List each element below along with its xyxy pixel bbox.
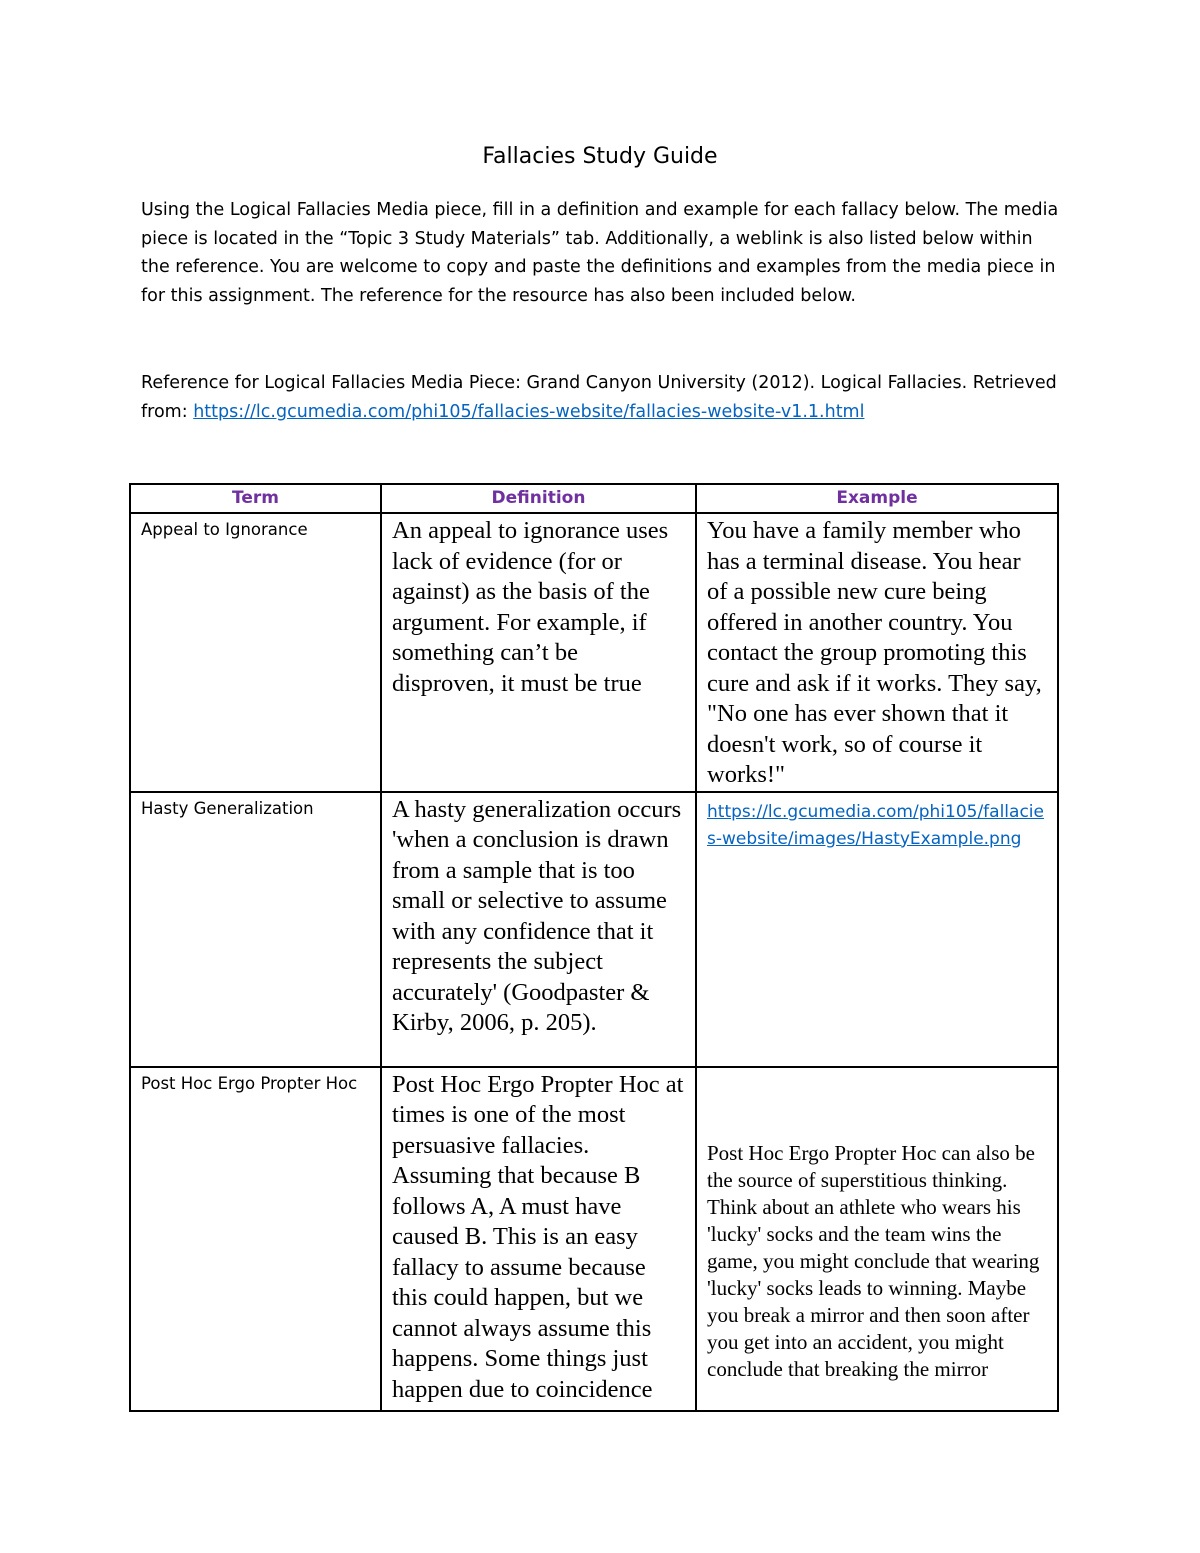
page-title: Fallacies Study Guide — [482, 144, 718, 169]
header-term: Term — [130, 484, 381, 513]
term-cell — [130, 1067, 381, 1411]
table-row — [130, 792, 1058, 1067]
fallacies-table — [129, 483, 1059, 1412]
header-definition: Definition — [381, 484, 696, 513]
example-cell[interactable] — [696, 513, 1058, 792]
definition-text: An appeal to ignorance uses lack of evidence (for or against) as the basis of the argument. For example, if something can’t be disproven, it must be true — [392, 517, 669, 697]
table-row — [130, 1067, 1058, 1411]
example-cell[interactable] — [696, 792, 1058, 1067]
term-post-hoc: Post Hoc Ergo Propter Hoc — [141, 1073, 358, 1093]
reference-text: Reference for Logical Fallacies Media Piece: Grand Canyon University (2012). Logical Fallacies. Retrieved from: — [141, 373, 1057, 422]
term-cell — [130, 513, 381, 792]
term-cell — [130, 792, 381, 1067]
definition-cell[interactable] — [381, 513, 696, 792]
definition-text: Post Hoc Ergo Propter Hoc at times is one of the most persuasive fallacies. Assuming that because B follows A, A must have caused B. This is an easy fallacy to assume because this could happen, but we cannot always assume this happens. Some things just happen due to coincidence — [392, 1070, 684, 1403]
instructions-paragraph: Using the Logical Fallacies Media piece, fill in a definition and example for each fallacy below. The media piece is located in the “Topic 3 Study Materials” tab. Additionally, a weblink is also listed below within the reference. You are welcome to copy and paste the definitions and examples from the media piece in for this assignment. The reference for the resource has also been included below. — [141, 200, 1059, 306]
table-row — [130, 513, 1058, 792]
example-text: You have a family member who has a terminal disease. You hear of a possible new cure being offered in another country. You contact the group promoting this cure and ask if it works. They say, "No one has ever shown that it doesn't work, so of course it works!" — [707, 517, 1042, 788]
definition-cell[interactable] — [381, 1067, 696, 1411]
term-appeal-to-ignorance: Appeal to Ignorance — [141, 520, 308, 539]
example-link[interactable]: https://lc.gcumedia.com/phi105/fallacies-website/images/HastyExample.png — [707, 801, 1044, 849]
reference-paragraph — [141, 369, 1061, 426]
table-header-row — [130, 484, 1058, 513]
example-cell[interactable] — [696, 1067, 1058, 1411]
definition-cell[interactable] — [381, 792, 696, 1067]
reference-link[interactable]: https://lc.gcumedia.com/phi105/fallacies-website/fallacies-website-v1.1.html — [193, 401, 865, 422]
header-example: Example — [696, 484, 1058, 513]
definition-text: A hasty generalization occurs 'when a conclusion is drawn from a sample that is too small or selective to assume with any confidence that it represents the subject accurately' (Goodpaster & Kirby, 2006, p. 205). — [392, 795, 682, 1036]
example-text: Post Hoc Ergo Propter Hoc can also be the source of superstitious thinking. Think about an athlete who wears his 'lucky' socks and the team wins the game, you might conclude that wearing 'lucky' socks leads to winning. Maybe you break a mirror and then soon after you get into an accident, you might conclude that breaking the mirror — [707, 1140, 1040, 1381]
term-hasty-generalization: Hasty Generalization — [141, 798, 314, 818]
